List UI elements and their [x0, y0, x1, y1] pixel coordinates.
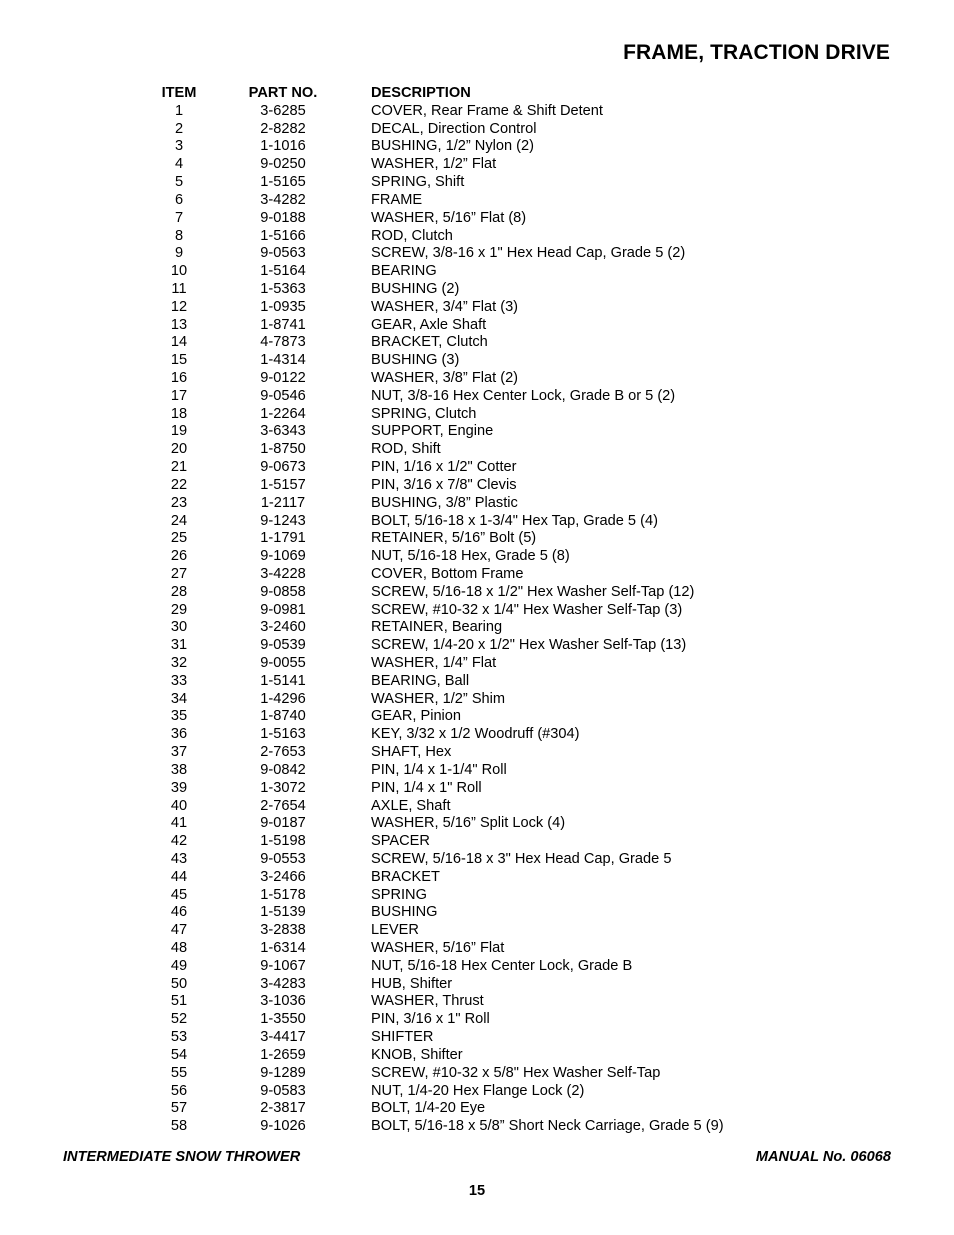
table-row	[0, 1100, 954, 1118]
part-no-cell: 2-7653	[260, 744, 306, 761]
table-row	[0, 281, 954, 299]
part-no-cell: 3-6285	[260, 102, 306, 119]
table-row	[0, 1083, 954, 1101]
table-row	[0, 726, 954, 744]
item-cell: 21	[170, 459, 188, 476]
item-cell: 27	[170, 565, 188, 582]
table-row	[0, 904, 954, 922]
table-row	[0, 566, 954, 584]
table-row	[0, 459, 954, 477]
item-cell: 43	[170, 850, 188, 867]
item-cell: 51	[170, 993, 188, 1010]
description-cell: BUSHING (3)	[371, 352, 460, 369]
description-cell: WASHER, 5/16” Flat (8)	[371, 209, 527, 226]
description-cell: SCREW, 1/4-20 x 1/2" Hex Washer Self-Tap (13)	[371, 637, 687, 654]
part-no-cell: 1-0935	[260, 298, 306, 315]
description-cell: SPRING	[371, 886, 427, 903]
table-row	[0, 548, 954, 566]
part-no-cell: 9-1243	[260, 512, 306, 529]
table-row	[0, 815, 954, 833]
item-cell: 48	[170, 940, 188, 956]
item-cell: 24	[170, 512, 188, 529]
description-cell: AXLE, Shaft	[371, 797, 451, 814]
table-row	[0, 263, 954, 281]
description-cell: NUT, 1/4-20 Hex Flange Lock (2)	[371, 1082, 585, 1099]
description-cell: NUT, 3/8-16 Hex Center Lock, Grade B or 5 (2)	[371, 387, 676, 404]
item-cell: 47	[170, 922, 188, 939]
description-cell: ROD, Shift	[371, 441, 441, 458]
description-cell: BRACKET, Clutch	[371, 334, 488, 351]
description-cell: COVER, Bottom Frame	[371, 565, 524, 582]
item-cell: 52	[170, 1011, 188, 1028]
description-cell: BOLT, 5/16-18 x 5/8” Short Neck Carriage, Grade 5 (9)	[371, 1118, 724, 1135]
item-cell: 56	[170, 1082, 188, 1099]
description-cell: RETAINER, Bearing	[371, 619, 503, 636]
description-cell: BUSHING, 1/2” Nylon (2)	[371, 138, 535, 155]
item-cell: 31	[170, 637, 188, 654]
description-cell: SHIFTER	[371, 1029, 434, 1046]
part-no-cell: 9-1067	[260, 957, 306, 974]
description-cell: WASHER, 1/2” Flat	[371, 156, 497, 173]
item-cell: 42	[170, 833, 188, 850]
item-cell: 32	[170, 655, 188, 671]
description-cell: SCREW, 5/16-18 x 3" Hex Head Cap, Grade 5	[371, 850, 672, 867]
item-cell: 6	[174, 191, 184, 208]
description-cell: WASHER, 5/16” Flat	[371, 940, 505, 956]
table-row	[0, 691, 954, 709]
item-cell: 39	[170, 779, 188, 796]
table-row	[0, 958, 954, 976]
item-cell: 45	[170, 886, 188, 903]
description-cell: SPRING, Shift	[371, 174, 465, 191]
item-cell: 8	[174, 227, 184, 244]
part-no-cell: 1-6314	[260, 940, 306, 956]
description-cell: WASHER, Thrust	[371, 993, 484, 1010]
part-no-cell: 1-5157	[260, 476, 306, 493]
item-cell: 55	[170, 1064, 188, 1081]
item-cell: 44	[170, 868, 188, 885]
part-no-cell: 1-1016	[260, 138, 306, 155]
description-cell: WASHER, 1/2” Shim	[371, 690, 506, 707]
part-no-cell: 1-2264	[260, 405, 306, 422]
description-cell: SCREW, 3/8-16 x 1" Hex Head Cap, Grade 5 (2)	[371, 245, 686, 262]
table-row	[0, 477, 954, 495]
table-row	[0, 513, 954, 531]
table-row	[0, 584, 954, 602]
description-cell: BOLT, 1/4-20 Eye	[371, 1100, 486, 1117]
item-cell: 50	[170, 975, 188, 992]
item-cell: 34	[170, 690, 188, 707]
table-row	[0, 495, 954, 513]
part-no-cell: 3-4417	[260, 1029, 306, 1046]
part-no-cell: 3-1036	[260, 993, 306, 1010]
part-no-cell: 3-4283	[260, 975, 306, 992]
table-row	[0, 352, 954, 370]
table-row	[0, 744, 954, 762]
description-cell: NUT, 5/16-18 Hex, Grade 5 (8)	[371, 548, 570, 565]
item-cell: 25	[170, 530, 188, 547]
item-cell: 33	[170, 672, 188, 689]
part-no-cell: 9-0188	[260, 209, 306, 226]
description-cell: PIN, 1/16 x 1/2" Cotter	[371, 459, 517, 476]
description-cell: KNOB, Shifter	[371, 1046, 463, 1063]
part-no-cell: 9-0858	[260, 583, 306, 600]
item-cell: 4	[174, 156, 184, 173]
description-cell: BUSHING	[371, 904, 438, 921]
item-cell: 3	[174, 138, 184, 155]
table-row	[0, 655, 954, 673]
item-cell: 20	[170, 441, 188, 458]
item-cell: 11	[171, 280, 187, 297]
footer-manual-number: MANUAL No. 06068	[755, 1149, 891, 1165]
description-cell: WASHER, 3/4” Flat (3)	[371, 298, 519, 315]
table-row	[0, 602, 954, 620]
item-cell: 15	[170, 352, 188, 369]
part-no-cell: 3-6343	[260, 423, 306, 440]
column-header-part-no: PART NO.	[248, 85, 318, 101]
description-cell: PIN, 3/16 x 7/8" Clevis	[371, 476, 517, 493]
table-header-row	[0, 85, 954, 103]
table-row	[0, 619, 954, 637]
table-row	[0, 708, 954, 726]
table-row	[0, 1065, 954, 1083]
item-cell: 18	[170, 405, 188, 422]
description-cell: BEARING	[371, 263, 437, 280]
description-cell: NUT, 5/16-18 Hex Center Lock, Grade B	[371, 957, 633, 974]
description-cell: SHAFT, Hex	[371, 744, 452, 761]
description-cell: SPRING, Clutch	[371, 405, 477, 422]
part-no-cell: 9-0553	[260, 850, 306, 867]
part-no-cell: 1-5139	[260, 904, 306, 921]
item-cell: 9	[174, 245, 184, 262]
item-cell: 58	[170, 1118, 188, 1135]
column-header-item: ITEM	[161, 85, 197, 101]
item-cell: 16	[170, 370, 188, 386]
table-row	[0, 673, 954, 691]
part-no-cell: 1-5163	[260, 726, 306, 743]
item-cell: 53	[170, 1029, 188, 1046]
page-title: FRAME, TRACTION DRIVE	[623, 41, 890, 64]
part-no-cell: 1-3550	[260, 1011, 306, 1028]
part-no-cell: 1-2659	[260, 1046, 306, 1063]
item-cell: 35	[170, 708, 188, 725]
part-no-cell: 9-0673	[260, 459, 306, 476]
description-cell: HUB, Shifter	[371, 975, 453, 992]
description-cell: ROD, Clutch	[371, 227, 453, 244]
table-row	[0, 851, 954, 869]
part-no-cell: 4-7873	[260, 334, 306, 351]
item-cell: 57	[170, 1100, 188, 1117]
item-cell: 49	[170, 957, 188, 974]
item-cell: 30	[170, 619, 188, 636]
table-row	[0, 833, 954, 851]
item-cell: 28	[170, 583, 188, 600]
table-row	[0, 922, 954, 940]
description-cell: SCREW, 5/16-18 x 1/2" Hex Washer Self-Tap (12)	[371, 583, 695, 600]
part-no-cell: 1-4296	[260, 690, 306, 707]
description-cell: LEVER	[371, 922, 419, 939]
page-number: 15	[468, 1183, 486, 1199]
part-no-cell: 9-0250	[260, 156, 306, 173]
table-row	[0, 1118, 954, 1136]
table-row	[0, 121, 954, 139]
description-cell: SUPPORT, Engine	[371, 423, 494, 440]
table-row	[0, 530, 954, 548]
table-row	[0, 1011, 954, 1029]
description-cell: GEAR, Pinion	[371, 708, 462, 725]
table-row	[0, 1047, 954, 1065]
description-cell: BOLT, 5/16-18 x 1-3/4" Hex Tap, Grade 5 (4)	[371, 512, 658, 529]
description-cell: PIN, 3/16 x 1" Roll	[371, 1011, 490, 1028]
part-no-cell: 9-0563	[260, 245, 306, 262]
description-cell: WASHER, 5/16” Split Lock (4)	[371, 815, 566, 832]
table-row	[0, 388, 954, 406]
part-no-cell: 1-8750	[260, 441, 306, 458]
part-no-cell: 1-5178	[260, 886, 306, 903]
part-no-cell: 3-4228	[260, 565, 306, 582]
table-row	[0, 1029, 954, 1047]
table-row	[0, 317, 954, 335]
table-row	[0, 637, 954, 655]
table-row	[0, 299, 954, 317]
part-no-cell: 9-0546	[260, 387, 306, 404]
table-row	[0, 780, 954, 798]
part-no-cell: 3-4282	[260, 191, 306, 208]
description-cell: PIN, 1/4 x 1-1/4" Roll	[371, 761, 507, 778]
table-row	[0, 210, 954, 228]
description-cell: DECAL, Direction Control	[371, 120, 537, 137]
table-row	[0, 245, 954, 263]
item-cell: 46	[170, 904, 188, 921]
table-row	[0, 103, 954, 121]
part-no-cell: 3-2466	[260, 868, 306, 885]
part-no-cell: 2-3817	[260, 1100, 306, 1117]
description-cell: WASHER, 3/8” Flat (2)	[371, 370, 519, 386]
part-no-cell: 1-5363	[260, 280, 306, 297]
part-no-cell: 9-0842	[260, 761, 306, 778]
table-row	[0, 869, 954, 887]
description-cell: COVER, Rear Frame & Shift Detent	[371, 102, 603, 119]
item-cell: 2	[174, 120, 184, 137]
table-row	[0, 887, 954, 905]
table-row	[0, 370, 954, 388]
table-row	[0, 156, 954, 174]
item-cell: 10	[170, 263, 188, 280]
table-row	[0, 334, 954, 352]
table-row	[0, 993, 954, 1011]
item-cell: 19	[170, 423, 188, 440]
item-cell: 26	[170, 548, 188, 565]
part-no-cell: 9-0539	[260, 637, 306, 654]
part-no-cell: 9-0981	[260, 601, 306, 618]
part-no-cell: 1-5164	[260, 263, 306, 280]
item-cell: 13	[170, 316, 188, 333]
item-cell: 41	[170, 815, 188, 832]
table-row	[0, 138, 954, 156]
description-cell: KEY, 3/32 x 1/2 Woodruff (#304)	[371, 726, 580, 743]
description-cell: BUSHING (2)	[371, 280, 460, 297]
table-row	[0, 940, 954, 958]
table-row	[0, 406, 954, 424]
part-no-cell: 1-5165	[260, 174, 306, 191]
description-cell: BRACKET	[371, 868, 440, 885]
table-row	[0, 174, 954, 192]
description-cell: FRAME	[371, 191, 423, 208]
item-cell: 40	[170, 797, 188, 814]
item-cell: 5	[174, 174, 184, 191]
table-row	[0, 762, 954, 780]
description-cell: BEARING, Ball	[371, 672, 470, 689]
part-no-cell: 1-5198	[260, 833, 306, 850]
item-cell: 38	[170, 761, 188, 778]
description-cell: GEAR, Axle Shaft	[371, 316, 487, 333]
part-no-cell: 9-0583	[260, 1082, 306, 1099]
item-cell: 14	[170, 334, 188, 351]
part-no-cell: 9-0122	[260, 370, 306, 386]
parts-table	[0, 85, 954, 1136]
description-cell: PIN, 1/4 x 1" Roll	[371, 779, 482, 796]
description-cell: SCREW, #10-32 x 5/8" Hex Washer Self-Tap	[371, 1064, 661, 1081]
part-no-cell: 9-0055	[260, 655, 306, 671]
part-no-cell: 9-1289	[260, 1064, 306, 1081]
table-row	[0, 441, 954, 459]
part-no-cell: 1-5141	[260, 672, 306, 689]
part-no-cell: 3-2460	[260, 619, 306, 636]
part-no-cell: 9-0187	[260, 815, 306, 832]
part-no-cell: 1-3072	[260, 779, 306, 796]
item-cell: 23	[170, 494, 188, 511]
footer-product-name: INTERMEDIATE SNOW THROWER	[63, 1149, 301, 1165]
part-no-cell: 1-4314	[260, 352, 306, 369]
part-no-cell: 2-7654	[260, 797, 306, 814]
part-no-cell: 3-2838	[260, 922, 306, 939]
part-no-cell: 9-1069	[260, 548, 306, 565]
part-no-cell: 2-8282	[260, 120, 306, 137]
description-cell: SCREW, #10-32 x 1/4" Hex Washer Self-Tap (3)	[371, 601, 683, 618]
item-cell: 12	[170, 298, 188, 315]
part-no-cell: 1-1791	[260, 530, 306, 547]
table-row	[0, 192, 954, 210]
part-no-cell: 1-8741	[260, 316, 306, 333]
item-cell: 36	[170, 726, 188, 743]
item-cell: 29	[170, 601, 188, 618]
description-cell: BUSHING, 3/8” Plastic	[371, 494, 518, 511]
item-cell: 22	[170, 476, 188, 493]
table-row	[0, 228, 954, 246]
item-cell: 54	[170, 1046, 188, 1063]
table-row	[0, 423, 954, 441]
part-no-cell: 1-8740	[260, 708, 306, 725]
part-no-cell: 1-2117	[260, 494, 306, 511]
description-cell: SPACER	[371, 833, 430, 850]
item-cell: 37	[170, 744, 188, 761]
item-cell: 7	[174, 209, 184, 226]
part-no-cell: 9-1026	[260, 1118, 306, 1135]
description-cell: WASHER, 1/4” Flat	[371, 655, 497, 671]
item-cell: 1	[174, 102, 184, 119]
column-header-description: DESCRIPTION	[371, 85, 471, 101]
table-row	[0, 798, 954, 816]
item-cell: 17	[170, 387, 188, 404]
part-no-cell: 1-5166	[260, 227, 306, 244]
description-cell: RETAINER, 5/16” Bolt (5)	[371, 530, 537, 547]
table-row	[0, 976, 954, 994]
